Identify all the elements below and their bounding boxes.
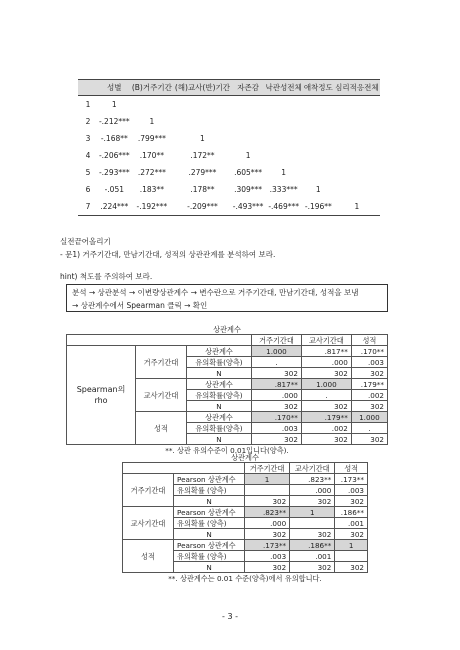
cell: .: [251, 357, 301, 368]
table-title: 상관계수: [67, 324, 388, 335]
matrix-row: [78, 96, 380, 114]
matrix-cell: -.168**: [100, 134, 128, 143]
table-title: 상관계수: [123, 452, 368, 463]
column-header: 교사기간대: [301, 335, 351, 346]
matrix-cell: 1: [315, 185, 321, 194]
cell: .003: [251, 423, 301, 434]
matrix-header: [78, 80, 98, 96]
cell: 302: [351, 368, 387, 379]
matrix-cell: -.293***: [98, 168, 130, 177]
stat-label: N: [174, 562, 245, 573]
procedure-box: [66, 284, 388, 312]
cell: 302: [290, 562, 335, 573]
matrix-row-number: 1: [85, 100, 91, 109]
cell: 302: [251, 401, 301, 412]
matrix-cell: [232, 130, 265, 147]
cell: 1: [290, 507, 335, 518]
matrix-row-number: 7: [78, 198, 98, 216]
cell: 1: [335, 540, 368, 551]
matrix-cell: -.192***: [131, 198, 174, 216]
matrix-row: [78, 130, 380, 147]
matrix-cell: -.469***: [264, 198, 303, 216]
stat-label: Pearson 상관계수: [174, 474, 245, 485]
matrix-cell: [334, 164, 380, 181]
practice-question: - 문1) 거주기간대, 만남기간대, 성적의 상관관계를 분석하여 보라.: [60, 250, 276, 259]
matrix-cell: 1: [334, 198, 380, 216]
matrix-cell: [334, 147, 380, 164]
matrix-row: [78, 113, 380, 130]
cell: .000: [290, 485, 335, 496]
cell: .823**: [245, 507, 290, 518]
matrix-cell: [303, 113, 334, 130]
stat-label: 상관계수: [187, 379, 252, 390]
matrix-header: 애착정도: [303, 80, 334, 96]
cell: .186**: [290, 540, 335, 551]
matrix-cell: -.051: [104, 185, 124, 194]
stat-label: N: [174, 496, 245, 507]
stat-label: Pearson 상관계수: [174, 540, 245, 551]
table-footnote: **. 상관 유의수준이 0.01입니다(양측).: [165, 445, 289, 455]
stat-label: N: [174, 529, 245, 540]
matrix-cell: .183**: [139, 185, 164, 194]
matrix-cell: .170**: [139, 151, 164, 160]
cell: .: [301, 390, 351, 401]
cell: 302: [335, 529, 368, 540]
matrix-cell: .178**: [190, 185, 215, 194]
cell: 302: [290, 529, 335, 540]
cell: 1.000: [351, 412, 387, 423]
matrix-row: [78, 164, 380, 181]
matrix-cell: -.212***: [98, 117, 130, 126]
row-variable: 성적: [123, 540, 174, 573]
cell: [335, 551, 368, 562]
matrix-cell: [303, 130, 334, 147]
matrix-cell: [173, 113, 232, 130]
matrix-row: [78, 198, 380, 216]
cell: 302: [351, 401, 387, 412]
cell: .817**: [251, 379, 301, 390]
row-variable: 성적: [136, 412, 187, 445]
row-variable: 교사기간대: [136, 379, 187, 412]
matrix-cell: 1: [245, 151, 251, 160]
correlation-matrix: [78, 79, 380, 216]
cell: .001: [290, 551, 335, 562]
matrix-row-number: 2: [85, 117, 91, 126]
matrix-cell: [131, 96, 174, 114]
matrix-cell: .309***: [234, 185, 263, 194]
cell: [245, 485, 290, 496]
matrix-cell: 1: [149, 117, 155, 126]
matrix-cell: [334, 130, 380, 147]
cell: 1: [245, 474, 290, 485]
matrix-row-number: 5: [85, 168, 91, 177]
matrix-row: [78, 181, 380, 198]
stat-label: Pearson 상관계수: [174, 507, 245, 518]
cell: .170**: [251, 412, 301, 423]
procedure-line-1: 분석 → 상관분석 → 이변량상관계수 → 변수란으로 거주기간대, 만남기간대, 성적을 보냄: [72, 288, 359, 297]
matrix-header: 심리적응전체: [334, 80, 380, 96]
cell: .003: [245, 551, 290, 562]
matrix-cell: -.493***: [232, 198, 265, 216]
pearson-correlation-table: [122, 452, 368, 583]
matrix-cell: .272***: [137, 168, 166, 177]
row-variable: 거주기간대: [136, 346, 187, 379]
cell: .179**: [301, 412, 351, 423]
cell: 302: [301, 434, 351, 445]
cell: .002: [351, 390, 387, 401]
matrix-row-number: 4: [85, 151, 91, 160]
cell: .002: [301, 423, 351, 434]
row-variable: 거주기간대: [123, 474, 174, 507]
matrix-cell: 1: [281, 168, 287, 177]
cell: 302: [245, 496, 290, 507]
cell: [290, 518, 335, 529]
cell: .003: [335, 485, 368, 496]
matrix-cell: [264, 130, 303, 147]
matrix-cell: [232, 96, 265, 114]
cell: .173**: [245, 540, 290, 551]
matrix-header: 자존감: [232, 80, 265, 96]
page-number: - 3 -: [222, 612, 238, 621]
matrix-header: (B)거주기간: [131, 80, 174, 96]
matrix-cell: [303, 96, 334, 114]
stat-label: 상관계수: [187, 346, 252, 357]
matrix-cell: -.196**: [303, 198, 334, 216]
matrix-cell: [303, 164, 334, 181]
table-footnote: **. 상관계수는 0.01 수준(양측)에서 유의합니다.: [168, 573, 322, 583]
matrix-cell: [334, 181, 380, 198]
matrix-cell: .172**: [190, 151, 215, 160]
column-header: 거주기간대: [245, 463, 290, 474]
column-header: 성적: [351, 335, 387, 346]
stat-label: N: [187, 368, 252, 379]
cell: 302: [245, 529, 290, 540]
stat-label: N: [187, 434, 252, 445]
stat-label: 유의확률 (양측): [174, 518, 245, 529]
matrix-cell: [303, 147, 334, 164]
matrix-cell: -.209***: [173, 198, 232, 216]
cell: 302: [301, 401, 351, 412]
matrix-cell: -.206***: [98, 151, 130, 160]
cell: 302: [251, 434, 301, 445]
cell: 1.000: [301, 379, 351, 390]
cell: 302: [301, 368, 351, 379]
cell: .170**: [351, 346, 387, 357]
column-header: 성적: [335, 463, 368, 474]
method-label: Spearman의 rho: [67, 346, 136, 445]
stat-label: 유의확률(양측): [187, 423, 252, 434]
cell: 302: [251, 368, 301, 379]
matrix-cell: [264, 147, 303, 164]
matrix-header: 낙관성전체: [264, 80, 303, 96]
cell: .823**: [290, 474, 335, 485]
matrix-cell: [334, 113, 380, 130]
matrix-cell: .333***: [269, 185, 298, 194]
stat-label: N: [187, 401, 252, 412]
matrix-cell: .605***: [234, 168, 263, 177]
matrix-cell: .799***: [137, 134, 166, 143]
matrix-cell: .279***: [188, 168, 217, 177]
matrix-row-number: 6: [85, 185, 91, 194]
cell: 302: [351, 434, 387, 445]
stat-label: 유의확률 (양측): [174, 551, 245, 562]
cell: 302: [245, 562, 290, 573]
matrix-row-number: 3: [85, 134, 91, 143]
row-variable: 교사기간대: [123, 507, 174, 540]
cell: .817**: [301, 346, 351, 357]
cell: 302: [290, 496, 335, 507]
cell: .186**: [335, 507, 368, 518]
matrix-header: (해)교사(반)기간: [173, 80, 232, 96]
column-header: 교사기간대: [290, 463, 335, 474]
stat-label: 유의확률(양측): [187, 390, 252, 401]
cell: .003: [351, 357, 387, 368]
stat-label: 유의확률(양측): [187, 357, 252, 368]
matrix-cell: [334, 96, 380, 114]
column-header: 거주기간대: [251, 335, 301, 346]
cell: 1.000: [251, 346, 301, 357]
matrix-cell: 1: [200, 134, 205, 143]
cell: .: [351, 423, 387, 434]
practice-hint: hint) 척도를 주의하여 보라.: [60, 272, 153, 281]
matrix-cell: .224***: [98, 198, 131, 216]
cell: .001: [335, 518, 368, 529]
header-blank: [67, 335, 252, 346]
cell: 302: [335, 496, 368, 507]
matrix-cell: [173, 96, 232, 114]
matrix-cell: [264, 113, 303, 130]
stat-label: 상관계수: [187, 412, 252, 423]
procedure-line-2: → 상관계수에서 Spearman 클릭 → 확인: [72, 301, 208, 310]
stat-label: 유의확률 (양측): [174, 485, 245, 496]
matrix-cell: [232, 113, 265, 130]
spearman-correlation-table: [66, 324, 388, 455]
cell: .173**: [335, 474, 368, 485]
cell: .179**: [351, 379, 387, 390]
practice-heading: 실전끝어올리기: [60, 237, 111, 246]
cell: .000: [245, 518, 290, 529]
cell: .000: [251, 390, 301, 401]
matrix-header: 성별: [98, 80, 131, 96]
matrix-cell: 1: [111, 100, 117, 109]
matrix-row: [78, 147, 380, 164]
matrix-cell: [264, 96, 303, 114]
cell: 302: [335, 562, 368, 573]
header-blank: [123, 463, 245, 474]
matrix-header-row: [78, 80, 380, 96]
cell: .000: [301, 357, 351, 368]
